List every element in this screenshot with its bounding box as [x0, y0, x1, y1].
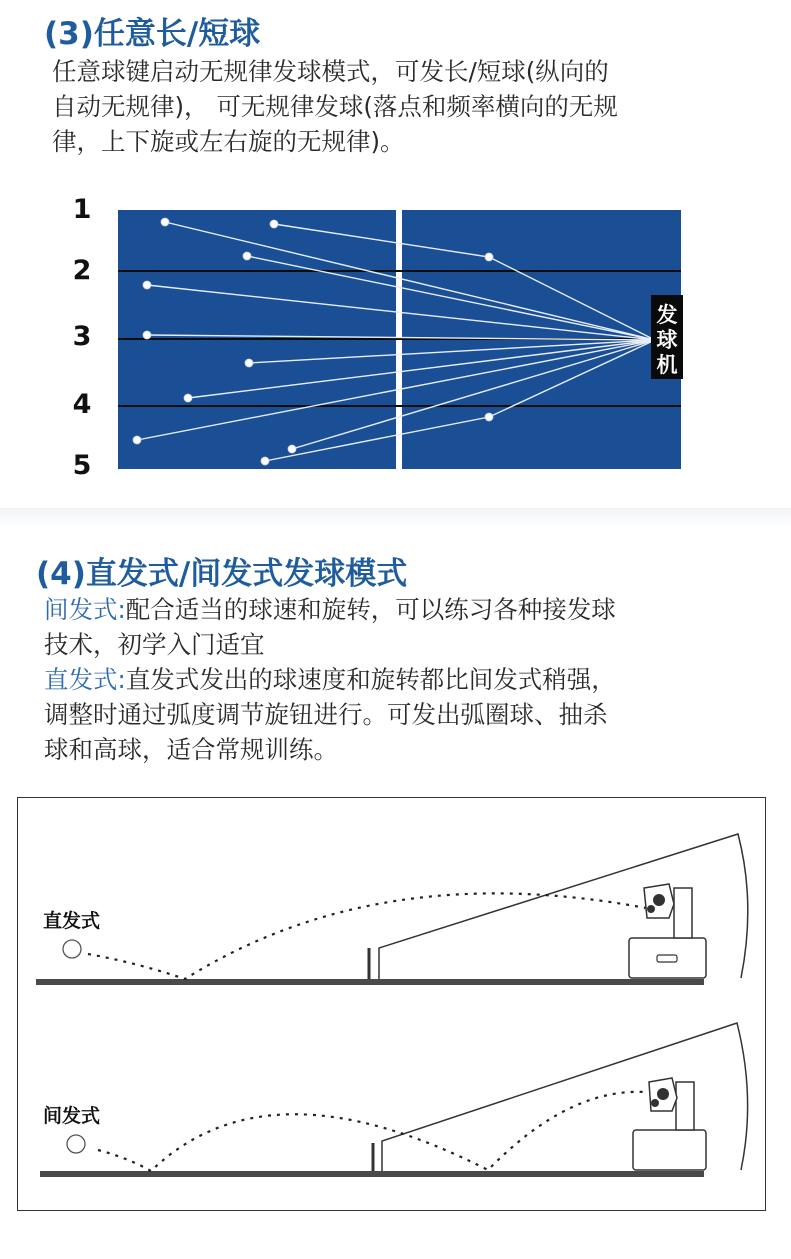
description-line: 律，上下旋或左右旋的无规律)。: [52, 127, 405, 156]
machine-wheel: [651, 1099, 659, 1107]
machine-base: [633, 1130, 706, 1170]
machine-label-char: 机: [656, 353, 678, 377]
landing-point: [243, 252, 251, 260]
section-heading: (3)任意长/短球: [44, 16, 261, 52]
section-random-serve: [0, 0, 791, 508]
landing-point: [485, 413, 493, 421]
description-line: 任意球键启动无规律发球模式，可发长/短球(纵向的: [52, 57, 609, 86]
serve-machine-icon: [633, 1078, 706, 1170]
row-number: 5: [72, 450, 92, 481]
description-line: [44, 662, 616, 697]
ball-icon: [67, 1135, 85, 1153]
row-number: 4: [72, 389, 92, 420]
mode-text: 配合适当的球速和旋转，可以练习各种接发球: [125, 595, 616, 624]
description-line: 调整时通过弧度调节旋钮进行。可发出弧圈球、抽杀: [44, 700, 608, 729]
section-separator: [0, 508, 791, 526]
indirect-serve-label: 间发式: [43, 1105, 101, 1127]
row-number: 1: [72, 194, 92, 225]
landing-point: [143, 331, 151, 339]
ball-icon: [63, 940, 81, 958]
landing-point: [143, 281, 151, 289]
machine-wheel: [647, 905, 655, 913]
serve-trajectory-illustration: [18, 798, 765, 1210]
direct-trajectory: [88, 893, 646, 979]
serve-mode-description: [44, 592, 616, 767]
row-number: 2: [72, 255, 92, 286]
landing-point: [245, 359, 253, 367]
mode-label: 直发式:: [44, 665, 126, 694]
table-court-diagram: [0, 0, 791, 508]
landing-point: [161, 218, 169, 226]
mode-text: 直发式发出的球速度和旋转都比间发式稍强，: [125, 665, 616, 694]
description-line: 球和高球，适合常规训练。: [44, 735, 338, 764]
row-number: 3: [72, 321, 92, 352]
machine-label-char: 球: [656, 328, 678, 352]
indirect-serve-scene: [40, 1023, 748, 1177]
machine-wheel: [653, 894, 665, 906]
machine-column: [674, 888, 692, 938]
description-line: [44, 592, 616, 627]
serve-mode-diagram: [17, 797, 766, 1211]
landing-point: [261, 457, 269, 465]
mode-label: 间发式:: [44, 595, 126, 624]
landing-point: [288, 445, 296, 453]
machine-base: [629, 938, 706, 978]
table-surface: [40, 1171, 704, 1177]
serve-machine-icon: [629, 884, 706, 978]
description-line: 技术，初学入门适宜: [44, 630, 265, 659]
table-surface: [36, 979, 704, 985]
landing-point: [133, 436, 141, 444]
machine-column: [676, 1082, 694, 1130]
landing-point: [270, 220, 278, 228]
section-heading: (4)直发式/间发式发球模式: [36, 556, 408, 592]
direct-serve-label: 直发式: [43, 910, 101, 932]
landing-point: [485, 253, 493, 261]
direct-serve-scene: [36, 834, 748, 985]
machine-wheel: [657, 1088, 669, 1100]
description-line: 自动无规律)， 可无规律发球(落点和频率横向的无规: [52, 92, 618, 121]
machine-label-char: 发: [656, 303, 678, 327]
landing-point: [184, 394, 192, 402]
